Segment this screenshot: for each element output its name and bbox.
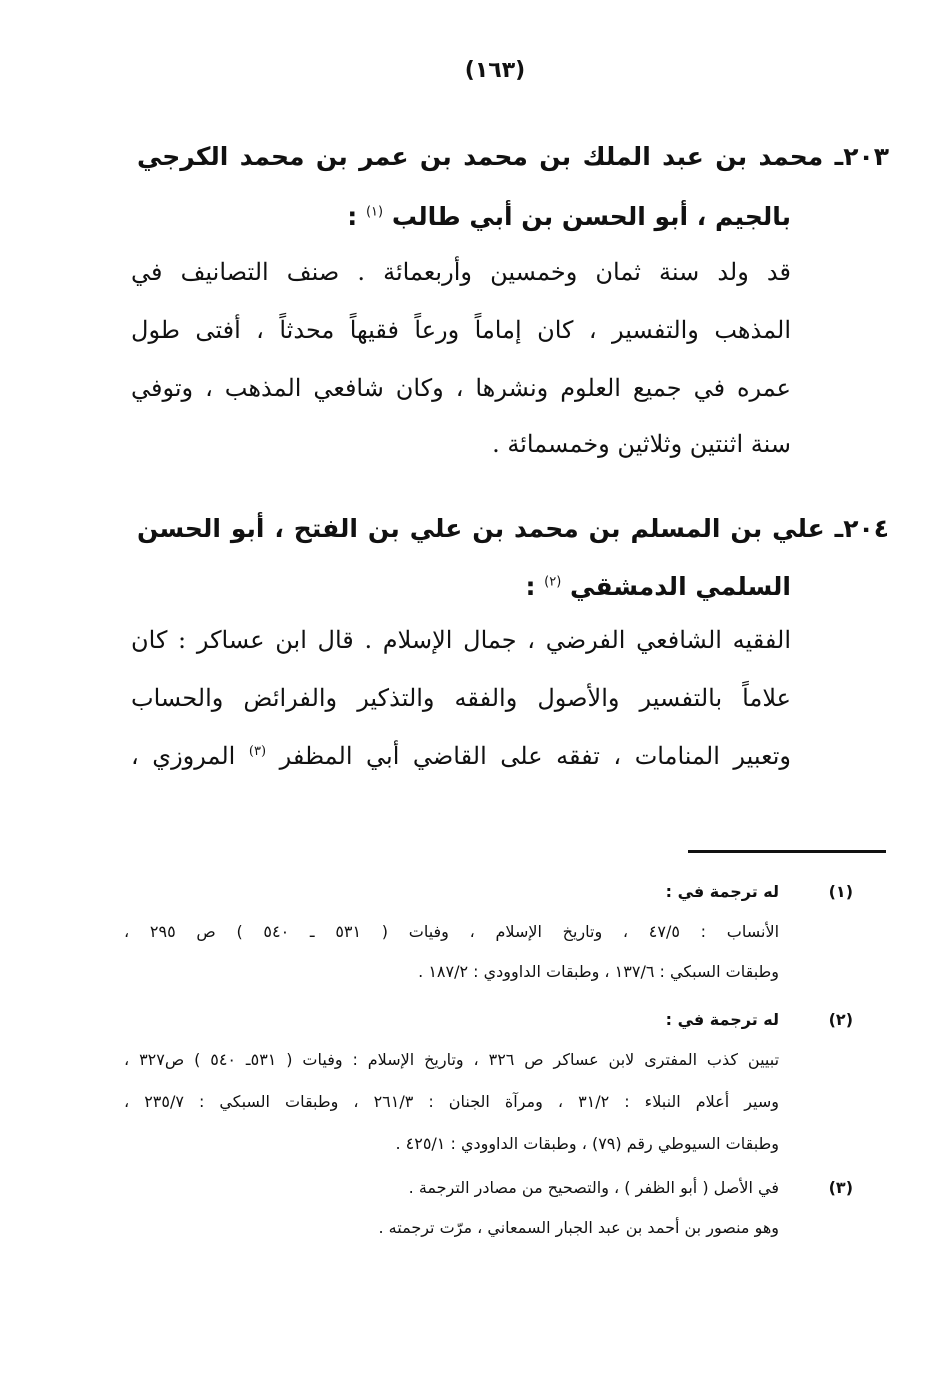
entry-204-body-line: علاماً بالتفسير والأصول والفقه والتذكير والفرائض والحساب [131, 684, 791, 712]
entry-204-body-line: الفقيه الشافعي الفرضي ، جمال الإسلام . قال ابن عساكر : كان [131, 626, 791, 654]
footnote-separator [688, 850, 886, 853]
entry-203-heading-line2 [347, 202, 791, 231]
footnote-number: (٣) [828, 1178, 853, 1197]
footnote-line: الأنساب : ٤٧/٥ ، وتاريخ الإسلام ، وفيات ( ٥٣١ ـ ٥٤٠ ) ص ٢٩٥ ، [124, 922, 780, 941]
footnote-ref-1: (١) [365, 204, 384, 220]
entry-204-heading-line1 [137, 514, 889, 543]
footnote-line: وطبقات السبكي : ١٣٧/٦ ، وطبقات الداوودي : ١٨٧/٢ . [418, 962, 779, 981]
entry-203-body-line: سنة اثنتين وثلاثين وخمسمائة . [492, 430, 791, 458]
entry-203-heading-line1 [137, 142, 889, 171]
entry-204-heading-line2 [525, 572, 791, 601]
entry-203-number: ٢٠٣ـ [834, 142, 889, 171]
entry-203-body-line: المذهب والتفسير ، كان إماماً ورعاً فقيهاً محدثاً ، أفتى طول [131, 316, 791, 344]
footnote-line: وطبقات السيوطي رقم (٧٩) ، وطبقات الداوودي : ٤٢٥/١ . [395, 1134, 779, 1153]
entry-204-body-line-last [131, 742, 791, 770]
entry-204-heading-line2-text: السلمي الدمشقي [570, 572, 791, 601]
entry-203-body-line: عمره في جميع العلوم ونشرها ، وكان شافعي المذهب ، وتوفي [131, 374, 791, 402]
footnote-number: (٢) [828, 1010, 853, 1029]
footnote-line: وسير أعلام النبلاء : ٣١/٢ ، ومرآة الجنان : ٢٦١/٣ ، وطبقات السبكي : ٢٣٥/٧ ، [124, 1092, 780, 1111]
footnote-line: في الأصل ( أبو الظفر ) ، والتصحيح من مصادر الترجمة . [408, 1178, 779, 1197]
entry-204-heading-colon: : [525, 572, 536, 601]
footnote-ref-2: (٢) [544, 574, 562, 590]
entry-203-heading-text: محمد بن عبد الملك بن محمد بن عمر بن محمد الكرجي [137, 142, 824, 171]
footnote-line: وهو منصور بن أحمد بن عبد الجبار السمعاني ، مرّت ترجمته . [378, 1218, 779, 1237]
footnote-heading: له ترجمة في : [665, 1010, 779, 1029]
entry-204-number: ٢٠٤ـ [834, 514, 889, 543]
footnote-number: (١) [828, 882, 853, 901]
entry-204-last-line-after-ref: المروزي ، [131, 742, 236, 770]
entry-203-heading-line2-text: بالجيم ، أبو الحسن بن أبي طالب [391, 202, 791, 231]
footnote-heading: له ترجمة في : [665, 882, 779, 901]
entry-203-heading-colon: : [347, 202, 358, 231]
page-number: (١٦٣) [464, 58, 526, 83]
entry-204-last-line-before-ref: وتعبير المنامات ، تفقه على القاضي أبي المظفر [279, 742, 791, 770]
footnote-ref-3: (٣) [248, 744, 267, 759]
entry-203-body-line: قد ولد سنة ثمان وخمسين وأربعمائة . صنف التصانيف في [131, 258, 791, 286]
entry-204-heading-text: علي بن المسلم بن محمد بن علي بن الفتح ، أبو الحسن [137, 514, 825, 543]
footnote-line: تبيين كذب المفترى لابن عساكر ص ٣٢٦ ، وتاريخ الإسلام : وفيات ( ٥٣١ـ ٥٤٠ ) ص٣٢٧ ، [124, 1050, 780, 1069]
